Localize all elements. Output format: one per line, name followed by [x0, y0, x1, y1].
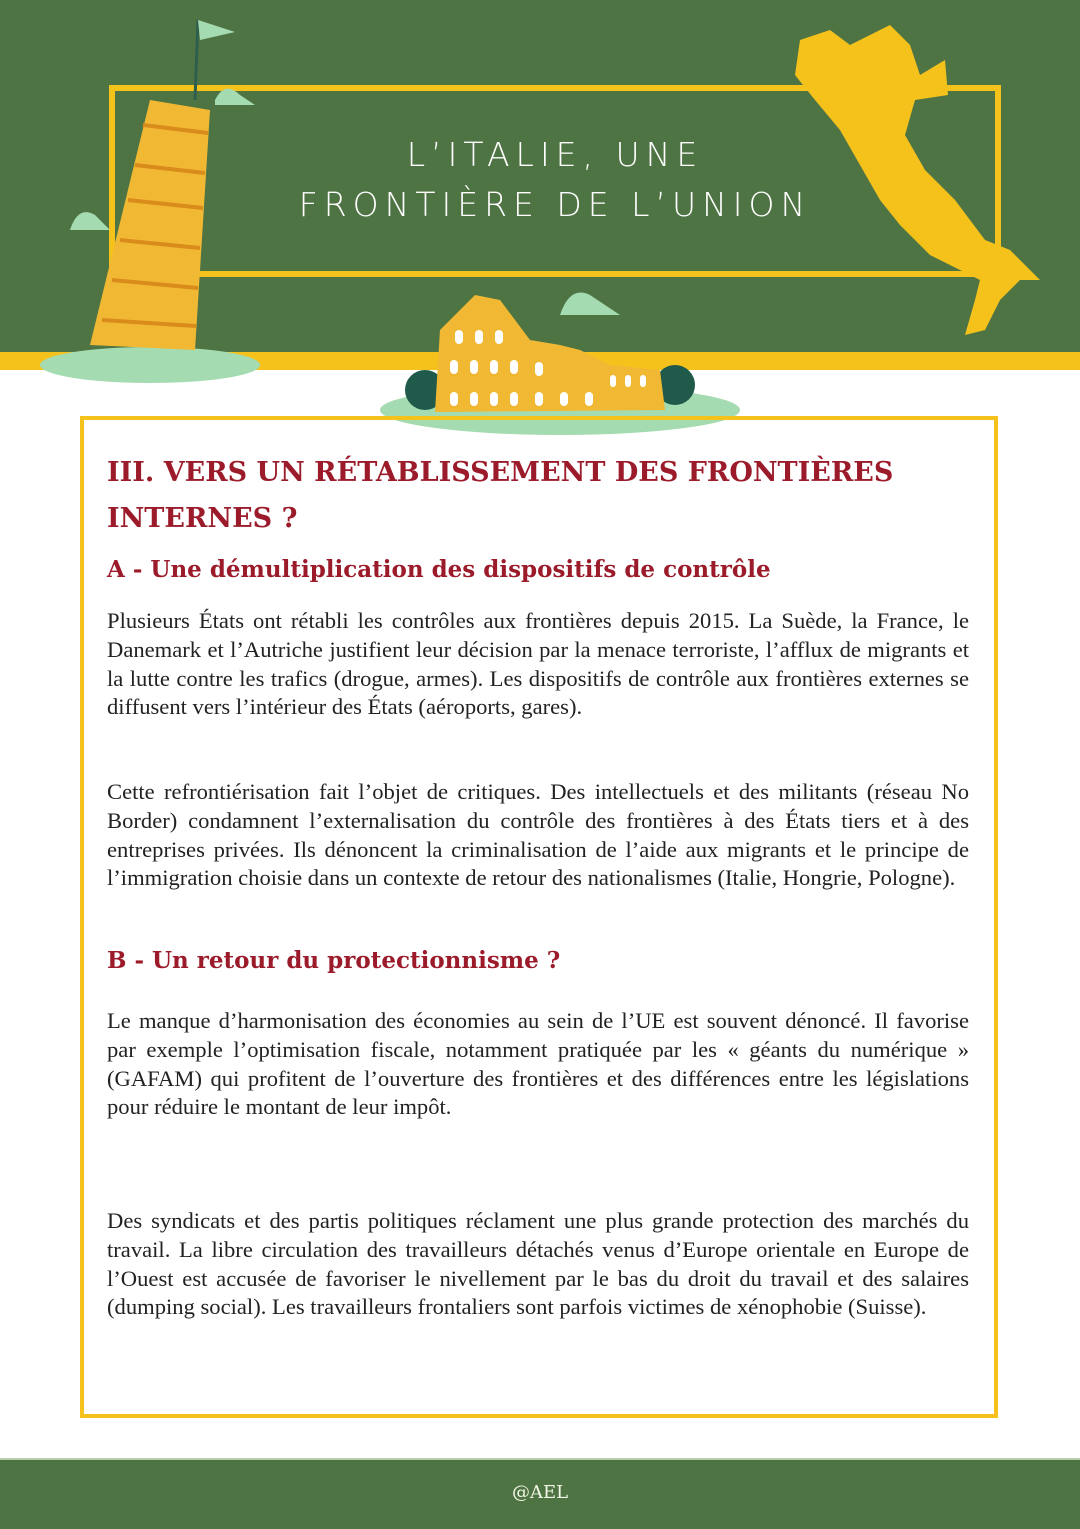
- paragraph: Cette refrontiérisation fait l’objet de critiques. Des intellectuels et des militants (réseau No Border) condamnent l’externalisation du contrôle des frontières à des États tiers et à des entreprises privées. Ils dénoncent la criminalisation de l’aide aux migrants et le principe de l’immigration choisie dans un contexte de retour des nationalismes (Italie, Hongrie, Pologne).: [107, 779, 969, 891]
- footer: [0, 1458, 1080, 1529]
- italy-map-icon: [795, 25, 1040, 335]
- subheading-a: A - Une démultiplication des dispositifs de contrôle: [107, 556, 771, 583]
- paragraph: Plusieurs États ont rétabli les contrôles aux frontières depuis 2015. La Suède, la France, le Danemark et l’Autriche justifient leur décision par la menace terroriste, l’afflux de migrants et la lutte contre les trafics (drogue, armes). Les dispositifs de contrôle aux frontières externes se diffusent vers l’intérieur des États (aéroports, gares).: [107, 608, 969, 720]
- paragraph: Des syndicats et des partis politiques réclament une plus grande protection des marchés du travail. La libre circulation des travailleurs détachés venus d’Europe orientale en Europe de l’Ouest est accusée de favoriser le nivellement par le bas du droit du travail et des salaires (dumping social). Les travailleurs frontaliers sont parfois victimes de xénophobie (Suisse).: [107, 1208, 969, 1320]
- header-illustrations: [0, 0, 1080, 450]
- title-line-1: L’ITALIE, UNE: [406, 135, 704, 174]
- subheading-b: B - Un retour du protectionnisme ?: [107, 947, 561, 974]
- title-line-2: FRONTIÈRE DE L’UNION: [298, 185, 812, 224]
- footer-credit: @AEL: [511, 1482, 569, 1503]
- pisa-tower-icon: [40, 20, 260, 383]
- paragraph: Le manque d’harmonisation des économies au sein de l’UE est souvent dénoncé. Il favorise par exemple l’optimisation fiscale, notamment pratiquée par les « géants du numérique » (GAFAM) qui profitent de l’ouverture des frontières et des différences entre les législations pour réduire le montant de leur impôt.: [107, 1008, 969, 1120]
- section-title: III. VERS UN RÉTABLISSEMENT DES FRONTIÈRES INTERNES ?: [107, 457, 894, 534]
- colosseum-icon: [380, 293, 740, 436]
